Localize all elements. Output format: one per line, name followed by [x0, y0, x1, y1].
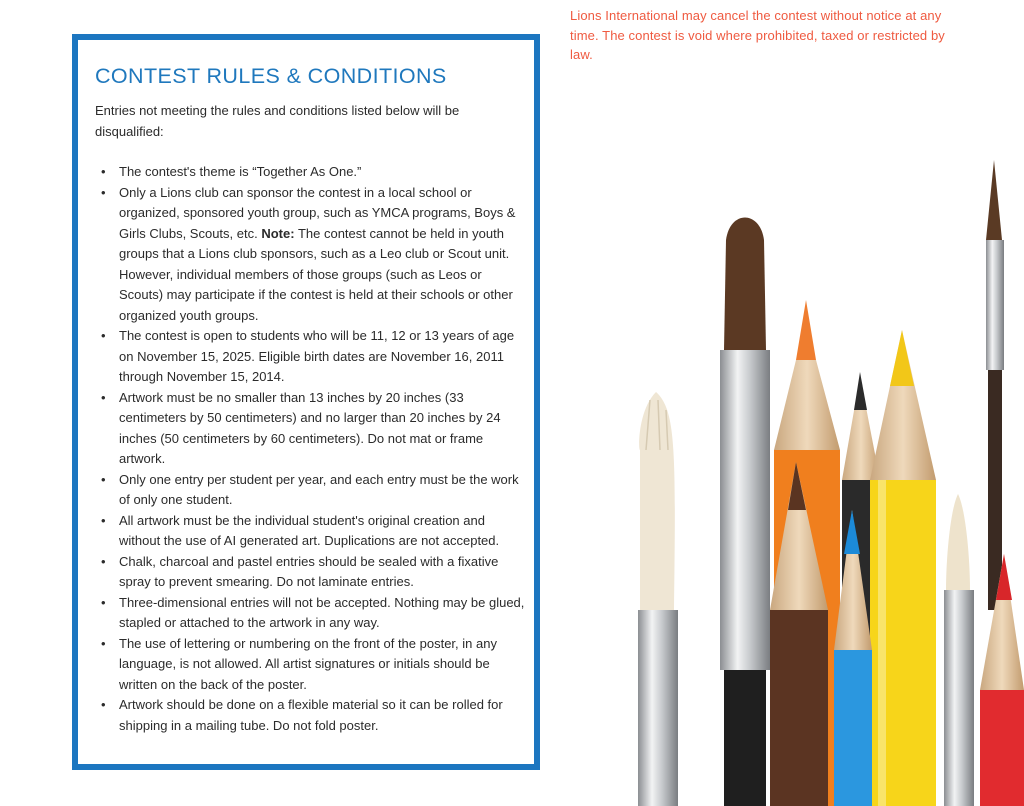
rule-item-theme [95, 162, 525, 183]
contest-notice: Lions International may cancel the contest without notice at any time. The contest is void where prohibited, taxed or restricted by law. [570, 8, 945, 62]
rule-item-three-dimensional [95, 593, 525, 634]
rule-item-originality [95, 511, 525, 552]
rule-item-eligibility [95, 326, 525, 388]
rule-text: Only a Lions club can sponsor the contest in a local school or organized, sponsored youth group, such as YMCA programs, Boys & Girls Clubs, Scouts, etc. [119, 184, 516, 241]
rule-item-sponsor [95, 183, 525, 327]
rule-item-lettering [95, 634, 525, 696]
rule-text: Artwork must be no smaller than 13 inches by 20 inches (33 centimeters by 50 centimeters) and no larger than 20 inches by 24 inches (50 centimeters by 60 centimeters). Do not mat or frame artwork. [119, 389, 501, 466]
rules-title: CONTEST RULES & CONDITIONS [95, 64, 447, 88]
rule-text: Chalk, charcoal and pastel entries should be sealed with a fixative spray to prevent smearing. Do not laminate entries. [119, 553, 499, 589]
rule-item-one-entry [95, 470, 525, 511]
pencil-icon [980, 554, 1024, 806]
rule-text: The contest's theme is “Together As One.” [119, 164, 362, 179]
paintbrush-icon [944, 494, 974, 806]
rule-text: The contest is open to students who will be 11, 12 or 13 years of age on November 15, 2025. Eligible birth dates are November 16, 2011 through November 15, 2014. [119, 328, 515, 384]
rule-note-text: The contest cannot be held in youth groups that a Lions club sponsors, such as a Leo club or Scout unit. However, individual members of those groups (such as Leos or Scouts) may participate if the contest is held at their schools or other organized youth groups. [119, 225, 513, 323]
paintbrush-icon [638, 392, 678, 806]
rules-panel [72, 34, 540, 770]
rule-item-fixative [95, 552, 525, 593]
rules-intro: Entries not meeting the rules and conditions listed below will be disqualified: [95, 103, 460, 139]
rule-item-flexible-material [95, 695, 525, 736]
rule-text: Three-dimensional entries will not be accepted. Nothing may be glued, stapled or attached to the artwork in any way. [119, 594, 525, 630]
rule-text: Only one entry per student per year, and each entry must be the work of only one student. [119, 471, 519, 507]
rule-item-size [95, 388, 525, 470]
rule-text: The use of lettering or numbering on the front of the poster, in any language, is not allowed. All artist signatures or initials should be written on the back of the poster. [119, 635, 497, 692]
rule-note-label: Note: [261, 225, 295, 241]
pencil-icon [870, 330, 936, 806]
rule-text: Artwork should be done on a flexible material so it can be rolled for shipping in a mailing tube. Do not fold poster. [119, 697, 503, 733]
paintbrush-icon [986, 160, 1004, 610]
rules-list [95, 162, 525, 736]
rule-text: All artwork must be the individual student's original creation and without the use of AI generated art. Duplications are not accepted. [119, 512, 500, 548]
art-supplies-illustration [620, 150, 1024, 806]
paintbrush-icon [720, 218, 770, 806]
